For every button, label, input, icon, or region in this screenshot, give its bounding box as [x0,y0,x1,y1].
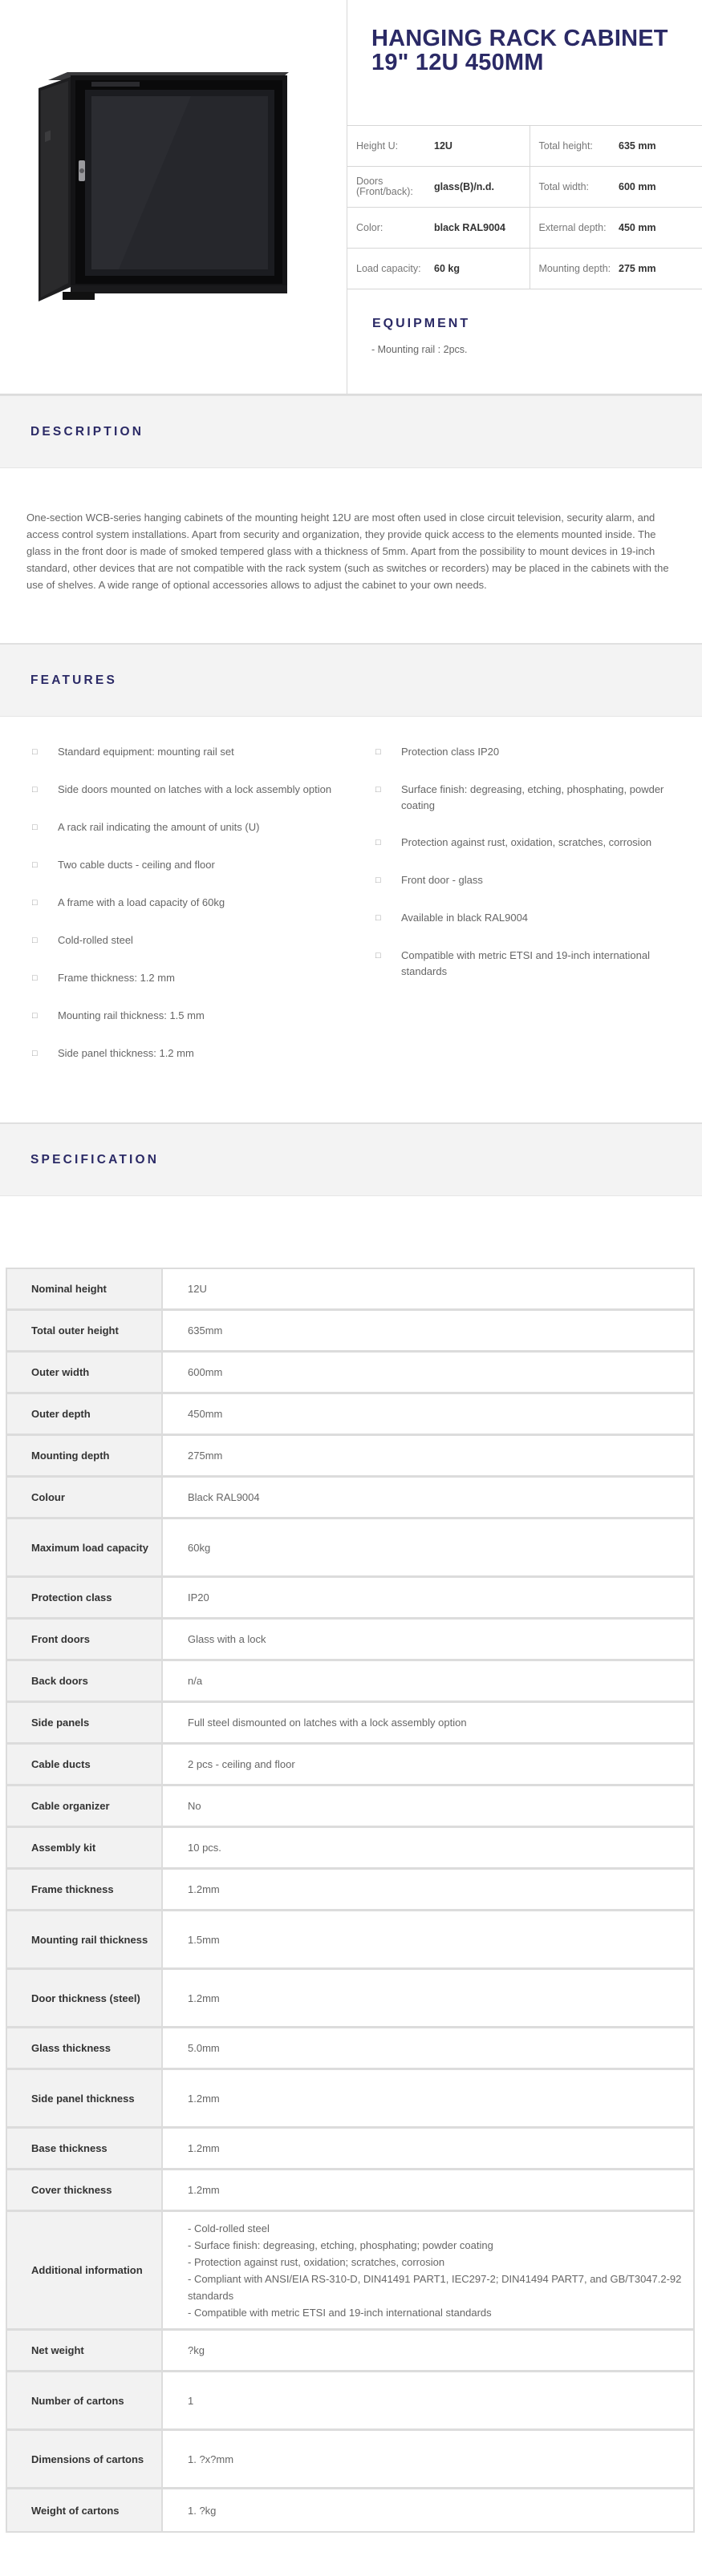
feature-text: Protection against rust, oxidation, scratches, corrosion [401,836,652,848]
spec-label: Load capacity: [347,249,433,289]
spec-value: 60 kg [433,249,530,289]
product-image-panel [0,0,347,394]
spec-value: 275 mm [616,249,702,289]
spec-row [7,1870,693,1911]
check-square-icon: □ [375,876,381,885]
rack-cabinet-image [39,71,289,303]
spec-label: Mounting depth: [530,249,616,289]
check-square-icon: □ [32,898,38,908]
spec-key: Outer width [7,1353,163,1394]
specification-section [0,1196,702,2533]
spec-row [7,1661,693,1703]
spec-key: Front doors [7,1620,163,1661]
check-square-icon: □ [375,951,381,960]
description-title: DESCRIPTION [30,424,144,439]
spec-key: Cable organizer [7,1786,163,1828]
spec-value: 450 mm [616,208,702,249]
spec-value: 635 mm [616,126,702,167]
quick-spec-row [347,126,702,167]
equipment-title: EQUIPMENT [372,317,471,330]
quick-specs-table [347,125,702,289]
spec-key: Mounting depth [7,1436,163,1478]
feature-text: Cold-rolled steel [58,934,133,946]
feature-text: Side panel thickness: 1.2 mm [58,1047,194,1059]
feature-item [32,819,375,836]
spec-row [7,1786,693,1828]
spec-row [7,1519,693,1578]
spec-value: 1.2mm [163,2170,693,2212]
spec-key: Additional information [7,2212,163,2331]
spec-value: 600mm [163,1353,693,1394]
feature-text: Two cable ducts - ceiling and floor [58,859,215,871]
spec-key: Number of cartons [7,2372,163,2431]
spec-row [7,1911,693,1970]
feature-text: A rack rail indicating the amount of units (U) [58,821,260,833]
spec-value: 1. ?kg [163,2489,693,2531]
spec-key: Assembly kit [7,1828,163,1870]
spec-key: Total outer height [7,1311,163,1353]
check-square-icon: □ [375,785,381,795]
feature-text: Mounting rail thickness: 1.5 mm [58,1009,205,1021]
check-square-icon: □ [32,1011,38,1021]
spec-row [7,2331,693,2372]
equipment-item: - Mounting rail : 2pcs. [371,344,468,355]
spec-label: Total width: [530,167,616,208]
feature-text: Available in black RAL9004 [401,912,529,924]
spec-row [7,2129,693,2170]
check-square-icon: □ [32,785,38,795]
spec-row [7,1703,693,1745]
check-square-icon: □ [32,860,38,870]
spec-row [7,1578,693,1620]
spec-value: 1.2mm [163,1870,693,1911]
spec-value: 60kg [163,1519,693,1578]
feature-item [32,1008,375,1025]
spec-label: Total height: [530,126,616,167]
spec-value: 1. ?x?mm [163,2431,693,2489]
product-title: HANGING RACK CABINET 19" 12U 450MM [371,26,668,75]
spec-key: Base thickness [7,2129,163,2170]
feature-text: Front door - glass [401,874,483,886]
spec-row [7,2489,693,2531]
feature-item [32,932,375,949]
spec-value: 600 mm [616,167,702,208]
spec-key: Net weight [7,2331,163,2372]
spec-row [7,1828,693,1870]
spec-value: 635mm [163,1311,693,1353]
spec-value: 1 [163,2372,693,2431]
feature-text: Surface finish: degreasing, etching, phosphating, powder coating [401,783,664,811]
check-square-icon: □ [375,838,381,847]
spec-row [7,2028,693,2070]
spec-key: Dimensions of cartons [7,2431,163,2489]
spec-key: Door thickness (steel) [7,1970,163,2028]
spec-key: Frame thickness [7,1870,163,1911]
feature-text: Side doors mounted on latches with a lock assembly option [58,783,332,795]
spec-row [7,1970,693,2028]
spec-label: External depth: [530,208,616,249]
features-column-right [375,744,702,1122]
spec-key: Back doors [7,1661,163,1703]
features-section [0,717,702,1122]
feature-text: Standard equipment: mounting rail set [58,746,234,758]
feature-item [375,835,702,851]
spec-key: Mounting rail thickness [7,1911,163,1970]
feature-text: A frame with a load capacity of 60kg [58,896,225,908]
spec-value: n/a [163,1661,693,1703]
spec-key: Cover thickness [7,2170,163,2212]
feature-text: Protection class IP20 [401,746,500,758]
spec-value: Glass with a lock [163,1620,693,1661]
description-banner [0,394,702,468]
spec-key: Maximum load capacity [7,1519,163,1578]
spec-row [7,1745,693,1786]
spec-label: Doors (Front/back): [347,167,433,208]
spec-key: Side panel thickness [7,2070,163,2129]
spec-label: Height U: [347,126,433,167]
check-square-icon: □ [32,823,38,832]
spec-value: ?kg [163,2331,693,2372]
quick-spec-row [347,249,702,289]
spec-key: Side panels [7,1703,163,1745]
features-column-left [0,744,375,1122]
spec-key: Outer depth [7,1394,163,1436]
spec-key: Protection class [7,1578,163,1620]
spec-value: IP20 [163,1578,693,1620]
feature-item [375,872,702,889]
spec-row [7,2170,693,2212]
spec-value: 1.5mm [163,1911,693,1970]
spec-value: 2 pcs - ceiling and floor [163,1745,693,1786]
spec-value: - Cold-rolled steel - Surface finish: degreasing, etching, phosphating; powder coating - Protection against rust, oxidation; scratches, corrosion - Compliant with ANSI/EIA RS-310-D, DIN41491 PART1, IEC297-2; DIN41494 PART7, and GB/T3047.2-92 standards - Compatible with metric ETSI and 19-inch international standards [163,2212,693,2331]
spec-value: Full steel dismounted on latches with a lock assembly option [163,1703,693,1745]
feature-item [32,744,375,761]
spec-value: 10 pcs. [163,1828,693,1870]
spec-value: 450mm [163,1394,693,1436]
spec-value: Black RAL9004 [163,1478,693,1519]
specification-table [6,1268,695,2533]
specification-title: SPECIFICATION [30,1152,160,1167]
spec-row [7,2070,693,2129]
spec-value: 275mm [163,1436,693,1478]
spec-row [7,1478,693,1519]
spec-row [7,1269,693,1311]
specification-banner [0,1122,702,1196]
features-banner [0,643,702,717]
spec-value: 1.2mm [163,2070,693,2129]
spec-value: glass(B)/n.d. [433,167,530,208]
feature-item [32,970,375,987]
spec-key: Colour [7,1478,163,1519]
feature-item [32,895,375,912]
feature-item [32,782,375,799]
spec-value: 1.2mm [163,1970,693,2028]
check-square-icon: □ [32,747,38,757]
spec-value: black RAL9004 [433,208,530,249]
quick-spec-row [347,167,702,208]
description-text: One-section WCB-series hanging cabinets of the mounting height 12U are most often used in close circuit television, security alarm, and access control system installations. Apart from security and organization, they provide quick access to the elements mounted inside. The glass in the front door is made of smoked tempered glass with a thickness of 5mm. Apart from the possibility to mount devices in 19-inch standard, other devices that are not compatible with the rack system (such as switches or recorders) may be placed in the cabinets with the use of shelves. A wide range of optional accessories allows to adjust the cabinet to your own needs. [26,512,669,591]
spec-key: Glass thickness [7,2028,163,2070]
spec-value: No [163,1786,693,1828]
spec-value: 1.2mm [163,2129,693,2170]
spec-row [7,1311,693,1353]
spec-label: Color: [347,208,433,249]
feature-item [375,910,702,927]
description-section [0,468,702,643]
spec-row [7,1620,693,1661]
check-square-icon: □ [375,913,381,923]
check-square-icon: □ [375,747,381,757]
spec-key: Cable ducts [7,1745,163,1786]
feature-item [375,782,702,814]
features-title: FEATURES [30,673,117,687]
check-square-icon: □ [32,936,38,945]
check-square-icon: □ [32,973,38,983]
product-header [0,0,702,394]
feature-item [375,948,702,980]
spec-row [7,1353,693,1394]
spec-row [7,1436,693,1478]
feature-text: Compatible with metric ETSI and 19-inch international standards [401,949,650,977]
product-info-panel [347,0,702,394]
spec-key: Nominal height [7,1269,163,1311]
check-square-icon: □ [32,1049,38,1058]
spec-row [7,1394,693,1436]
spec-row [7,2372,693,2431]
spec-row [7,2431,693,2489]
spec-value: 12U [163,1269,693,1311]
feature-item [375,744,702,761]
quick-spec-row [347,208,702,249]
spec-value: 12U [433,126,530,167]
feature-item [32,1045,375,1062]
spec-key: Weight of cartons [7,2489,163,2531]
spec-row [7,2212,693,2331]
spec-value: 5.0mm [163,2028,693,2070]
feature-text: Frame thickness: 1.2 mm [58,972,175,984]
feature-item [32,857,375,874]
